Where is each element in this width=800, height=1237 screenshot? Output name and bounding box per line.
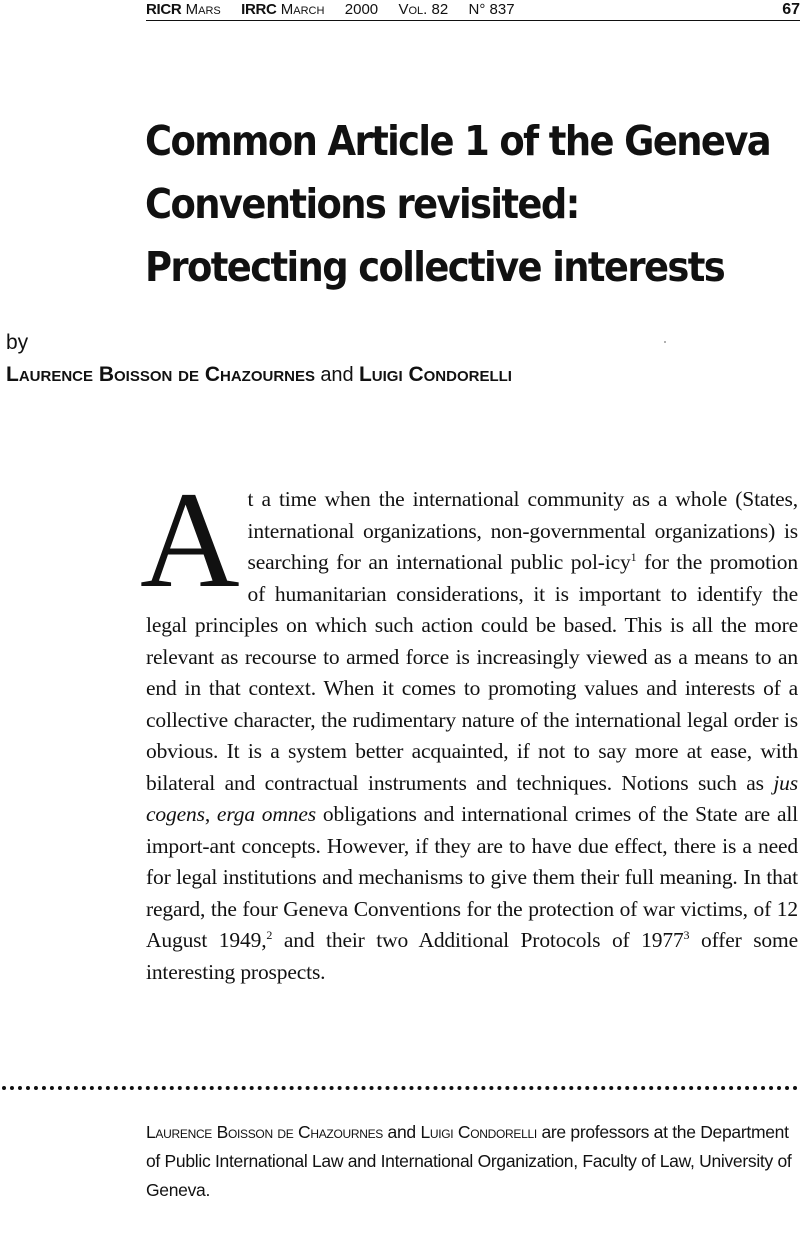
body-paragraph bbox=[140, 463, 798, 988]
body-segment-3: , bbox=[204, 802, 217, 826]
author-note-author-2: Luigi Condorelli bbox=[420, 1122, 537, 1142]
body-segment-5: and their two Additional Protocols of 1977 bbox=[272, 928, 684, 952]
body-segment-6: offer some interesting prospects. bbox=[146, 928, 798, 984]
body-segment-1: t a time when the international community as a whole (States, international organizations, non-governmental organizations) is searching for an international public pol-icy bbox=[247, 487, 798, 574]
body-segment-4: obligations and international crimes of the State are all import-ant concepts. However, if they are to have due effect, there is a need for legal institutions and mechanisms to give them their full meaning. In that regard, the four Geneva Conventions for the protection of war victims, of 12 August 1949, bbox=[146, 802, 798, 952]
year: 2000 bbox=[344, 1, 379, 18]
running-header bbox=[146, 0, 800, 21]
dotted-divider bbox=[2, 1086, 798, 1090]
volume-label: Vol. 82 bbox=[398, 1, 449, 18]
author-list bbox=[6, 362, 512, 389]
byline bbox=[6, 330, 512, 389]
article-title bbox=[145, 110, 800, 299]
by-label: by bbox=[6, 331, 29, 354]
footnote-ref-2[interactable]: 2 bbox=[266, 928, 273, 942]
title-line-2: Conventions revisited: bbox=[145, 180, 579, 228]
author-2: Luigi Condorelli bbox=[358, 363, 512, 386]
scan-speck bbox=[664, 341, 666, 343]
italic-term-jus-cogens: jus cogens bbox=[146, 770, 798, 826]
body-segment-2: for the promotion of humanitarian considerations, it is important to identify the legal principles on which such action could be based. This is all the more relevant as recourse to armed force is increasingly viewed as a means to an end in that context. When it comes to promoting values and interests of a collective character, the rudimentary nature of the international legal order is obvious. It is a system better acquainted, if not to say more at ease, with bilateral and contractual instruments and techniques. Notions such as bbox=[146, 550, 798, 795]
journal-fr-abbrev: RICR bbox=[146, 1, 182, 18]
title-line-3: Protecting collective interests bbox=[145, 243, 725, 291]
author-conjunction: and bbox=[320, 364, 354, 386]
issue-label: N° 837 bbox=[468, 1, 515, 18]
journal-reference bbox=[146, 0, 515, 19]
journal-en-abbrev: IRRC bbox=[241, 1, 277, 18]
author-note bbox=[146, 1118, 798, 1205]
month-en: March bbox=[280, 1, 325, 18]
author-note-conjunction: and bbox=[383, 1122, 421, 1142]
page-number: 67 bbox=[782, 1, 800, 18]
drop-cap: A bbox=[140, 463, 240, 616]
title-line-1: Common Article 1 of the Geneva bbox=[145, 117, 771, 165]
italic-term-erga-omnes: erga omnes bbox=[216, 802, 316, 826]
author-1: Laurence Boisson de Chazournes bbox=[6, 363, 316, 386]
author-note-author-1: Laurence Boisson de Chazournes bbox=[146, 1122, 383, 1142]
footnote-ref-1[interactable]: 1 bbox=[630, 550, 637, 564]
author-note-text: are professors at the Department of Public International Law and International Organization, Faculty of Law, University of Geneva. bbox=[146, 1122, 792, 1200]
month-fr: Mars bbox=[185, 1, 221, 18]
footnote-ref-3[interactable]: 3 bbox=[683, 928, 690, 942]
